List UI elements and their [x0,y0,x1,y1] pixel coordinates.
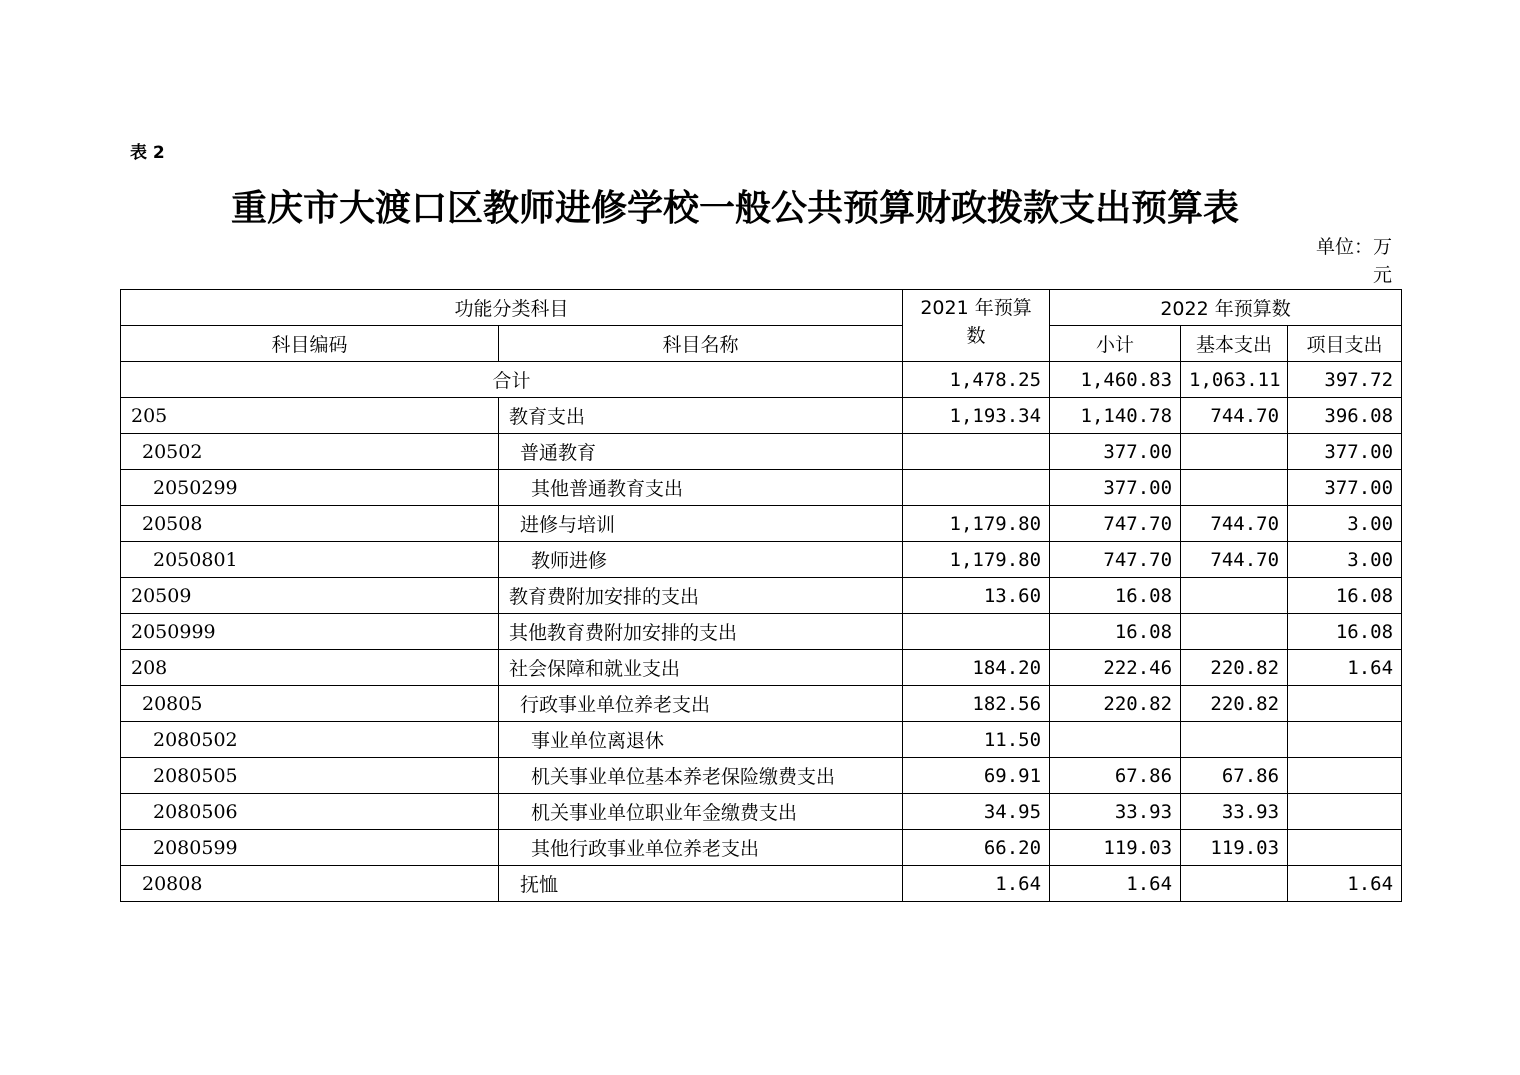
table-row [121,866,1402,902]
row-basic: 744.70 [1181,542,1288,578]
header-project: 项目支出 [1288,326,1402,362]
row-code: 2050999 [121,614,499,650]
header-subtotal: 小计 [1050,326,1181,362]
total-subtotal: 1,460.83 [1050,362,1181,398]
row-subtotal: 16.08 [1050,614,1181,650]
row-basic: 220.82 [1181,686,1288,722]
row-project [1288,830,1402,866]
row-project [1288,758,1402,794]
row-code: 20509 [121,578,499,614]
row-project [1288,722,1402,758]
header-basic: 基本支出 [1181,326,1288,362]
row-budget-2021: 13.60 [903,578,1050,614]
header-row-1 [121,290,1402,326]
row-project: 3.00 [1288,506,1402,542]
row-name: 其他教育费附加安排的支出 [499,614,903,650]
row-code: 2050299 [121,470,499,506]
row-name: 事业单位离退休 [499,722,903,758]
row-budget-2021: 1.64 [903,866,1050,902]
row-budget-2021: 184.20 [903,650,1050,686]
table-row [121,794,1402,830]
header-func-class: 功能分类科目 [121,290,903,326]
row-basic: 744.70 [1181,398,1288,434]
row-code: 20508 [121,506,499,542]
row-name: 机关事业单位基本养老保险缴费支出 [499,758,903,794]
row-code: 2080506 [121,794,499,830]
row-basic: 67.86 [1181,758,1288,794]
row-budget-2021 [903,434,1050,470]
row-basic: 744.70 [1181,506,1288,542]
row-subtotal: 16.08 [1050,578,1181,614]
row-subtotal: 67.86 [1050,758,1181,794]
row-basic [1181,470,1288,506]
row-project: 396.08 [1288,398,1402,434]
header-row-2 [121,326,1402,362]
table-number: 表 2 [130,143,165,163]
row-budget-2021: 69.91 [903,758,1050,794]
total-project: 397.72 [1288,362,1402,398]
row-subtotal: 377.00 [1050,434,1181,470]
table-row [121,506,1402,542]
row-project [1288,686,1402,722]
row-name: 其他普通教育支出 [499,470,903,506]
row-subtotal: 1,140.78 [1050,398,1181,434]
row-subtotal [1050,722,1181,758]
header-code: 科目编码 [121,326,499,362]
row-name: 机关事业单位职业年金缴费支出 [499,794,903,830]
table-row [121,542,1402,578]
row-code: 20805 [121,686,499,722]
row-subtotal: 1.64 [1050,866,1181,902]
row-code: 205 [121,398,499,434]
row-subtotal: 119.03 [1050,830,1181,866]
row-name: 行政事业单位养老支出 [499,686,903,722]
table-row [121,830,1402,866]
row-project [1288,794,1402,830]
row-name: 其他行政事业单位养老支出 [499,830,903,866]
row-subtotal: 747.70 [1050,542,1181,578]
table-row [121,686,1402,722]
row-name: 普通教育 [499,434,903,470]
row-name: 教育支出 [499,398,903,434]
row-basic [1181,722,1288,758]
row-project: 1.64 [1288,650,1402,686]
row-budget-2021 [903,470,1050,506]
row-budget-2021: 11.50 [903,722,1050,758]
row-name: 教师进修 [499,542,903,578]
table-row [121,398,1402,434]
row-basic [1181,434,1288,470]
row-code: 2050801 [121,542,499,578]
row-subtotal: 33.93 [1050,794,1181,830]
row-basic: 119.03 [1181,830,1288,866]
row-name: 社会保障和就业支出 [499,650,903,686]
table-row [121,470,1402,506]
total-basic: 1,063.11 [1181,362,1288,398]
row-subtotal: 747.70 [1050,506,1181,542]
header-budget-2022: 2022 年预算数 [1050,290,1402,326]
row-code: 2080502 [121,722,499,758]
total-row [121,362,1402,398]
total-label: 合计 [121,362,903,398]
row-code: 20502 [121,434,499,470]
row-project: 1.64 [1288,866,1402,902]
row-budget-2021 [903,614,1050,650]
row-name: 进修与培训 [499,506,903,542]
row-budget-2021: 182.56 [903,686,1050,722]
document-title: 重庆市大渡口区教师进修学校一般公共预算财政拨款支出预算表 [230,188,1239,229]
row-name: 抚恤 [499,866,903,902]
unit-label: 单位：万元 [1315,236,1392,286]
row-budget-2021: 1,179.80 [903,506,1050,542]
row-budget-2021: 66.20 [903,830,1050,866]
table-row [121,614,1402,650]
table-row [121,650,1402,686]
row-code: 2080505 [121,758,499,794]
row-basic: 220.82 [1181,650,1288,686]
row-basic [1181,866,1288,902]
row-code: 2080599 [121,830,499,866]
row-project: 16.08 [1288,614,1402,650]
row-name: 教育费附加安排的支出 [499,578,903,614]
row-basic [1181,578,1288,614]
row-code: 208 [121,650,499,686]
row-subtotal: 222.46 [1050,650,1181,686]
table-row [121,434,1402,470]
row-project: 377.00 [1288,470,1402,506]
row-budget-2021: 1,179.80 [903,542,1050,578]
row-subtotal: 377.00 [1050,470,1181,506]
row-budget-2021: 34.95 [903,794,1050,830]
table-row [121,578,1402,614]
table-row [121,722,1402,758]
row-project: 377.00 [1288,434,1402,470]
row-basic: 33.93 [1181,794,1288,830]
header-budget-2021: 2021 年预算数 [903,290,1050,362]
table-row [121,758,1402,794]
budget-table [120,289,1402,902]
header-name: 科目名称 [499,326,903,362]
row-budget-2021: 1,193.34 [903,398,1050,434]
total-budget-2021: 1,478.25 [903,362,1050,398]
row-project: 16.08 [1288,578,1402,614]
row-project: 3.00 [1288,542,1402,578]
row-subtotal: 220.82 [1050,686,1181,722]
row-code: 20808 [121,866,499,902]
row-basic [1181,614,1288,650]
